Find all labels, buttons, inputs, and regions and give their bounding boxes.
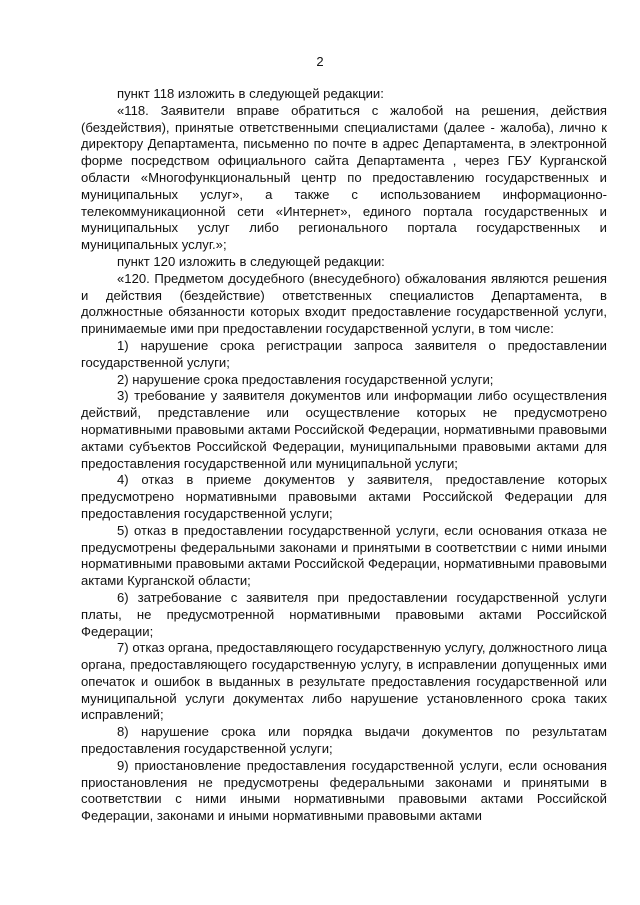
paragraph-subitem-4: 4) отказ в приеме документов у заявителя, предоставление которых предусмотрено нормативными правовыми актами Российской Федерации для предоставления государственной услуги; <box>81 472 607 521</box>
paragraph-subitem-6: 6) затребование с заявителя при предоставлении государственной услуги платы, не предусмотренной нормативными правовыми актами Российской Федерации; <box>81 589 607 639</box>
paragraph-subitem-2: 2) нарушение срока предоставления государственной услуги; <box>117 371 494 387</box>
paragraph-amend-120-intro: пункт 120 изложить в следующей редакции: <box>117 253 385 269</box>
paragraph-subitem-9: 9) приостановление предоставления государственной услуги, если основания приостановления не предусмотрены федеральными законами и принятыми в соответствии с ними иными нормативными правовыми актами Российской Федерации, законами и иными нормативными правовыми актами <box>81 757 607 824</box>
paragraph-item-120: «120. Предметом досудебного (внесудебного) обжалования являются решения и действия (бездействие) ответственных специалистов Департамента, в должностные обязанности которых входит предоставление государственной услуги, принимаемые ими при предоставлении государственной услуги, в том числе: <box>81 270 607 337</box>
document-body <box>81 86 607 825</box>
paragraph-subitem-8: 8) нарушение срока или порядка выдачи документов по результатам предоставления государственной услуги; <box>81 724 607 757</box>
page-number: 2 <box>316 54 324 69</box>
paragraph-subitem-5: 5) отказ в предоставлении государственной услуги, если основания отказа не предусмотрены федеральными законами и принятыми в соответствии с ними иными нормативными правовыми актами Российской Федерации, нормативными правовыми актами Курганской области; <box>81 522 607 589</box>
paragraph-subitem-1: 1) нарушение срока регистрации запроса заявителя о предоставлении государственной услуги; <box>81 337 607 370</box>
paragraph-subitem-3: 3) требование у заявителя документов или информации либо осуществления действий, представление или осуществление которых не предусмотрено нормативными правовыми актами Российской Федерации, нормативными правовыми актами субъектов Российской Федерации, муниципальными правовыми актами для предоставления государственной или муниципальной услуги; <box>81 388 607 471</box>
paragraph-subitem-7: 7) отказ органа, предоставляющего государственную услугу, должностного лица органа, предоставляющего государственную услугу, в исправлении допущенных ими опечаток и ошибок в выданных в результате предоставления государственной или муниципальной услуги документах либо нарушение установленного срока таких исправлений; <box>81 640 607 723</box>
paragraph-item-118: «118. Заявители вправе обратиться с жалобой на решения, действия (бездействия), принятые ответственными специалистами (далее - жалоба), лично к директору Департамента, письменно по почте в адрес Департамента, в электронной форме посредством официального сайта Департамента , через ГБУ Курганской области «Многофункциональный центр по предоставлению государственных и муниципальных услуг», а также с использованием информационно-телекоммуникационной сети «Интернет», единого портала государственных и муниципальных услуг либо регионального портала государственных и муниципальных услуг.»; <box>81 102 607 253</box>
paragraph-amend-118-intro: пункт 118 изложить в следующей редакции: <box>117 86 384 101</box>
